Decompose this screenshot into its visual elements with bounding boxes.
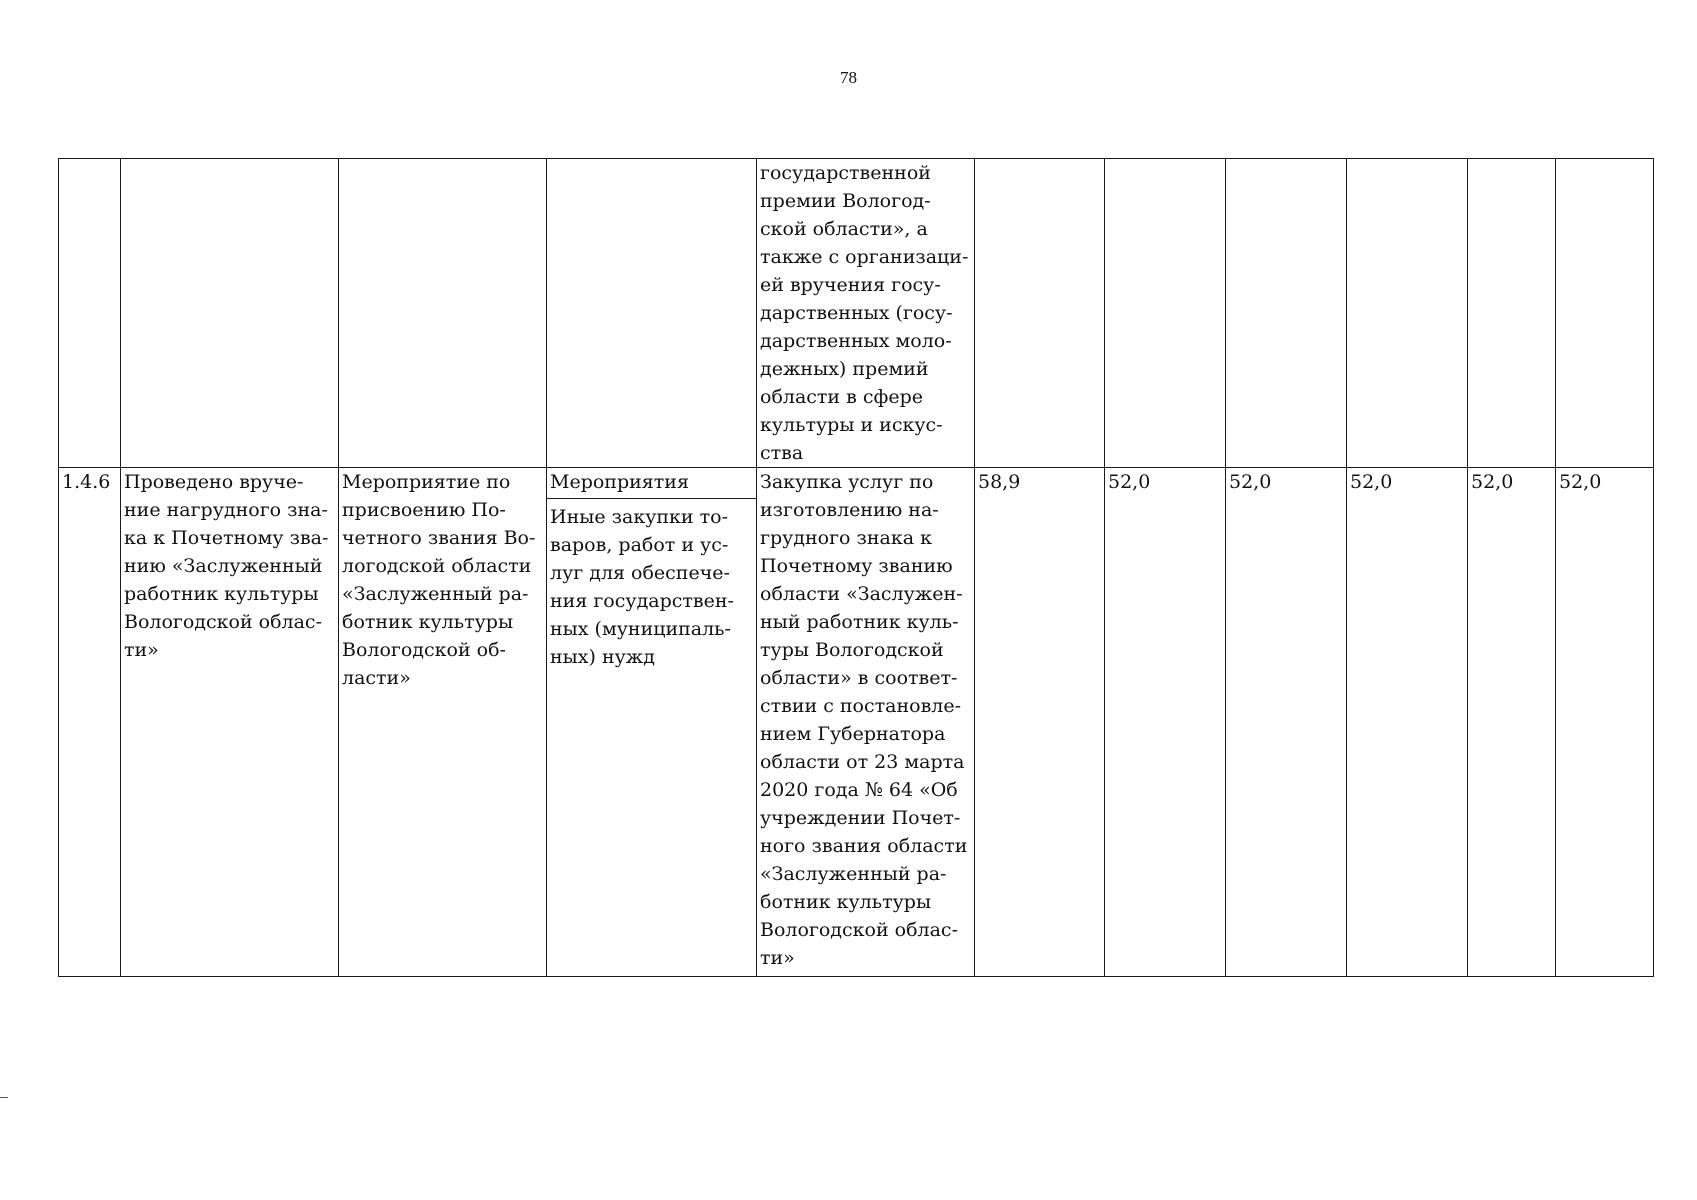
event-text: Мероприятие по присвоению По- четного звания Во- логодской области «Заслуженный ра- ботник культуры Вологодской об- ласти» [342,471,536,689]
cell-value [1347,159,1468,468]
table-row-continuation [59,159,1654,468]
cell-value [1556,468,1654,977]
cell-value [1468,468,1556,977]
cell-value [975,468,1105,977]
value-6: 52,0 [1559,471,1602,493]
cell-description [757,468,975,977]
type-heading: Мероприятия [547,468,756,499]
cell-result [121,159,339,468]
margin-mark [0,1097,8,1098]
cell-description [757,159,975,468]
row-number: 1.4.6 [62,471,111,493]
cell-value [1105,159,1226,468]
cell-result [121,468,339,977]
value-5: 52,0 [1471,471,1514,493]
value-2: 52,0 [1108,471,1151,493]
description-continuation-text: государственной премии Вологод- ской области», а также с организаци- ей вручения госу- дарственных (госу- дарственных моло- дежных) премий области в сфере культуры и искус- ства [760,162,969,464]
program-table [58,158,1654,977]
value-1: 58,9 [978,471,1021,493]
cell-value [1556,159,1654,468]
value-3: 52,0 [1229,471,1272,493]
description-text: Закупка услуг по изготовлению на- грудного знака к Почетному званию области «Заслужен- ный работник куль- туры Вологодской области» в соответ- ствии с постановле- нием Губернатора области от 23 марта 2020 года № 64 «Об учреждении Почет- ного звания области «Заслуженный ра- ботник культуры Вологодской облас- ти» [760,471,968,969]
table-row-1-4-6 [59,468,1654,977]
type-detail: Иные закупки то- варов, работ и ус- луг для обеспече- ния государствен- ных (муниципаль- ных) нужд [550,506,734,668]
cell-event [339,159,547,468]
page-number: 78 [840,68,857,87]
cell-number [59,159,121,468]
cell-value [1468,159,1556,468]
cell-event [339,468,547,977]
result-text: Проведено вруче- ние нагрудного зна- ка к Почетному зва- нию «Заслуженный работник культуры Вологодской облас- ти» [124,471,329,661]
cell-type [547,468,757,977]
cell-value [1105,468,1226,977]
cell-value [1347,468,1468,977]
cell-type [547,159,757,468]
cell-value [1226,159,1347,468]
cell-value [1226,468,1347,977]
cell-value [975,159,1105,468]
cell-number [59,468,121,977]
value-4: 52,0 [1350,471,1393,493]
